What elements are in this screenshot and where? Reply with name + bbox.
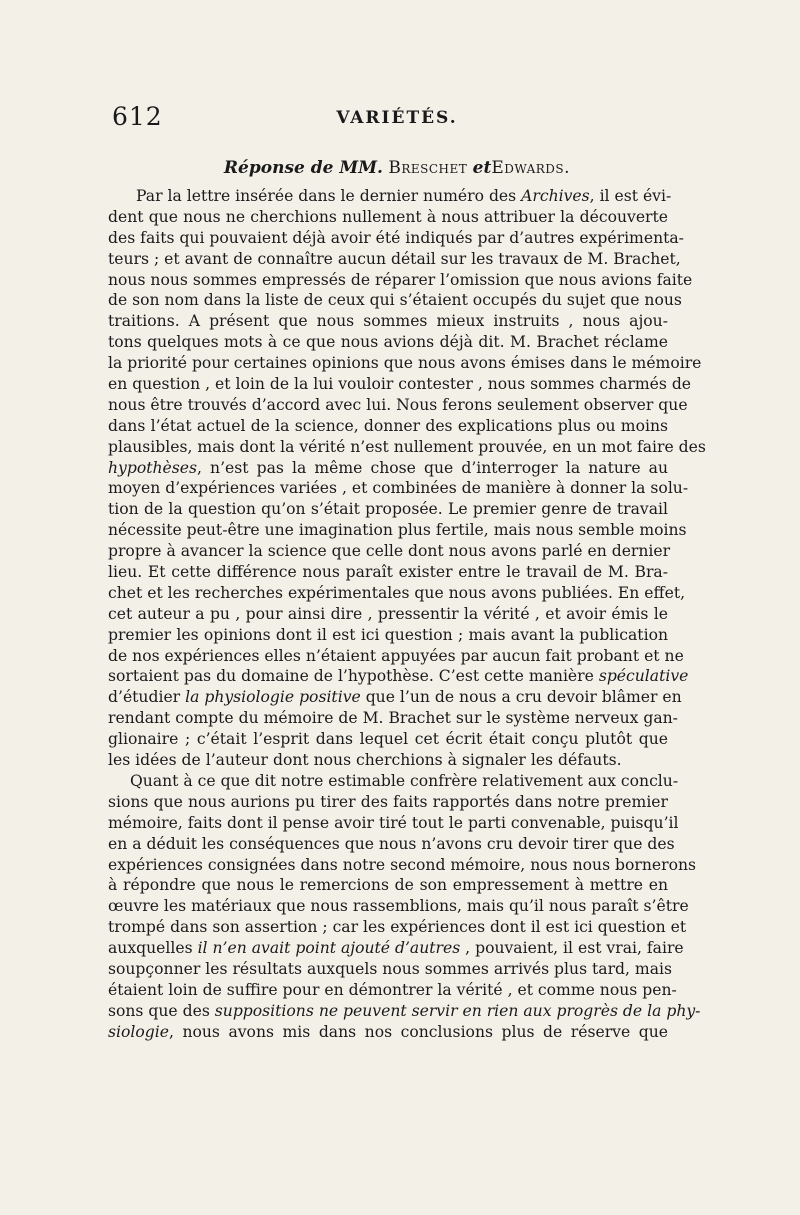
text-line xyxy=(108,792,668,813)
text-line xyxy=(108,311,668,332)
italic-run: Archives xyxy=(521,187,590,205)
text-run: des faits qui pouvaient déjà avoir été indiqués par d’autres expérimenta- xyxy=(108,228,684,247)
text-line xyxy=(108,750,668,771)
text-run: à répondre que nous le remercions de son empressement à mettre en xyxy=(108,876,668,895)
text-line xyxy=(108,687,682,708)
text-line xyxy=(108,938,684,959)
text-run: chet et les recherches expérimentales que nous avons publiées. En effet, xyxy=(108,583,686,602)
text-line xyxy=(108,332,668,353)
text-line xyxy=(108,855,697,876)
text-run: nécessite peut-être une imagination plus fertile, mais nous semble moins xyxy=(108,521,687,540)
text-line xyxy=(108,708,678,729)
text-run: , nous avons mis dans nos conclusions plus de réserve que xyxy=(168,1022,668,1041)
text-run: que l’un de nous a cru devoir blâmer en xyxy=(360,688,682,707)
text-line xyxy=(108,207,668,228)
title-author-2: Edwards. xyxy=(491,158,571,178)
text-run: en question , et loin de la lui vouloir contester , nous sommes charmés de xyxy=(108,375,692,394)
text-run: trompé dans son assertion ; car les expériences dont il est ici question et xyxy=(108,918,687,937)
running-head: VARIÉTÉS. xyxy=(336,108,458,128)
text-run: , n’est pas la même chose que d’interroger la nature au xyxy=(197,458,668,477)
text-run: expériences consignées dans notre second mémoire, nous nous bornerons xyxy=(108,855,697,874)
text-line xyxy=(108,875,668,896)
text-run: nous nous sommes empressés de réparer l’omission que nous avions faite xyxy=(108,270,693,289)
text-run: Par la lettre insérée dans le dernier numéro des xyxy=(136,187,522,205)
text-run: sions que nous aurions pu tirer des faits rapportés dans notre premier xyxy=(108,792,668,811)
text-run: les idées de l’auteur dont nous cherchions à signaler les défauts. xyxy=(108,751,622,770)
text-line xyxy=(108,416,668,437)
text-run: cet auteur a pu , pour ainsi dire , pressentir la vérité , et avoir émis le xyxy=(108,604,668,623)
text-run: sortaient pas du domaine de l’hypothèse. C’est cette manière xyxy=(108,667,599,686)
text-line xyxy=(108,186,672,207)
text-run: propre à avancer la science que celle dont nous avons parlé en dernier xyxy=(108,542,671,561)
title-author-1: Breschet xyxy=(388,158,468,178)
text-line xyxy=(108,437,706,458)
text-run: moyen d’expériences variées , et combinées de manière à donner la solu- xyxy=(108,479,689,498)
text-line xyxy=(108,959,673,980)
title-prefix: Réponse de MM. xyxy=(223,158,383,178)
text-run: la priorité pour certaines opinions que nous avons émises dans le mémoire xyxy=(108,354,702,373)
italic-run: suppositions ne peuvent servir en rien aux progrès de la phy- xyxy=(214,1001,701,1020)
text-line xyxy=(108,541,671,562)
page-header xyxy=(112,102,682,132)
text-run: glionaire ; c’était l’esprit dans lequel cet écrit était conçu plutôt que xyxy=(108,730,668,749)
text-run: lieu. Et cette différence nous paraît exister entre le travail de M. Bra- xyxy=(108,563,668,582)
text-run: traitions. A présent que nous sommes mieux instruits , nous ajou- xyxy=(108,312,668,331)
italic-run: spéculative xyxy=(598,667,689,686)
text-line xyxy=(108,583,686,604)
text-run: de son nom dans la liste de ceux qui s’étaient occupés du sujet que nous xyxy=(108,291,682,310)
article-title xyxy=(112,158,682,178)
text-run: auxquelles xyxy=(108,939,198,958)
text-run: rendant compte du mémoire de M. Brachet sur le système nerveux gan- xyxy=(108,709,678,728)
text-run: sons que des xyxy=(108,1001,215,1020)
text-line xyxy=(108,729,668,750)
text-run: œuvre les matériaux que nous rassemblions, mais qu’il nous paraît s’être xyxy=(108,897,689,916)
text-line xyxy=(108,520,687,541)
text-line xyxy=(108,1022,668,1043)
text-run: tons quelques mots à ce que nous avions déjà dit. M. Brachet réclame xyxy=(108,333,668,352)
text-line xyxy=(108,228,684,249)
text-run: Quant à ce que dit notre estimable confrère relativement aux conclu- xyxy=(130,771,679,790)
text-run: en a déduit les conséquences que nous n’avons cru devoir tirer que des xyxy=(108,834,675,853)
italic-run: siologie xyxy=(108,1022,169,1041)
text-line xyxy=(108,771,679,792)
text-run: dent que nous ne cherchions nullement à nous attribuer la découverte xyxy=(108,207,668,226)
text-line xyxy=(108,604,668,625)
text-line xyxy=(108,917,687,938)
text-run: premier les opinions dont il est ici question ; mais avant la publication xyxy=(108,625,668,644)
text-run: étaient loin de suffire pour en démontrer la vérité , et comme nous pen- xyxy=(108,980,677,999)
text-line xyxy=(108,666,689,687)
text-line xyxy=(108,458,668,479)
text-run: d’étudier xyxy=(108,688,186,707)
text-line xyxy=(108,353,702,374)
text-line xyxy=(108,813,679,834)
text-line xyxy=(108,478,689,499)
text-run: teurs ; et avant de connaître aucun détail sur les travaux de M. Brachet, xyxy=(108,249,681,268)
text-run: mémoire, faits dont il pense avoir tiré tout le parti convenable, puisqu’il xyxy=(108,813,679,832)
text-line xyxy=(108,1001,701,1022)
text-line xyxy=(108,646,684,667)
text-run: nous être trouvés d’accord avec lui. Nous ferons seulement observer que xyxy=(108,395,688,414)
article-body xyxy=(108,186,706,1043)
italic-run: il n’en avait point ajouté d’autres xyxy=(197,939,461,958)
text-line xyxy=(108,625,668,646)
text-run: plausibles, mais dont la vérité n’est nullement prouvée, en un mot faire des xyxy=(108,437,706,456)
text-run: dans l’état actuel de la science, donner des explications plus ou moins xyxy=(108,416,668,435)
text-line xyxy=(108,395,688,416)
text-line xyxy=(108,499,668,520)
text-line xyxy=(108,980,677,1001)
page-number: 612 xyxy=(112,102,163,131)
text-run: , il est évi- xyxy=(589,187,672,205)
text-line xyxy=(108,374,692,395)
italic-run: la physiologie positive xyxy=(185,688,361,707)
text-run: soupçonner les résultats auxquels nous sommes arrivés plus tard, mais xyxy=(108,959,673,978)
text-line xyxy=(108,249,681,270)
text-line xyxy=(108,562,668,583)
text-line xyxy=(108,290,682,311)
text-run: tion de la question qu’on s’était proposée. Le premier genre de travail xyxy=(108,500,668,519)
text-line xyxy=(108,834,675,855)
title-conjunction: et xyxy=(472,158,492,178)
italic-run: hypothèses xyxy=(108,458,197,477)
text-line xyxy=(108,896,689,917)
text-line xyxy=(108,270,693,291)
text-run: de nos expériences elles n’étaient appuyées par aucun fait probant et ne xyxy=(108,646,684,665)
text-run: , pouvaient, il est vrai, faire xyxy=(460,939,684,958)
